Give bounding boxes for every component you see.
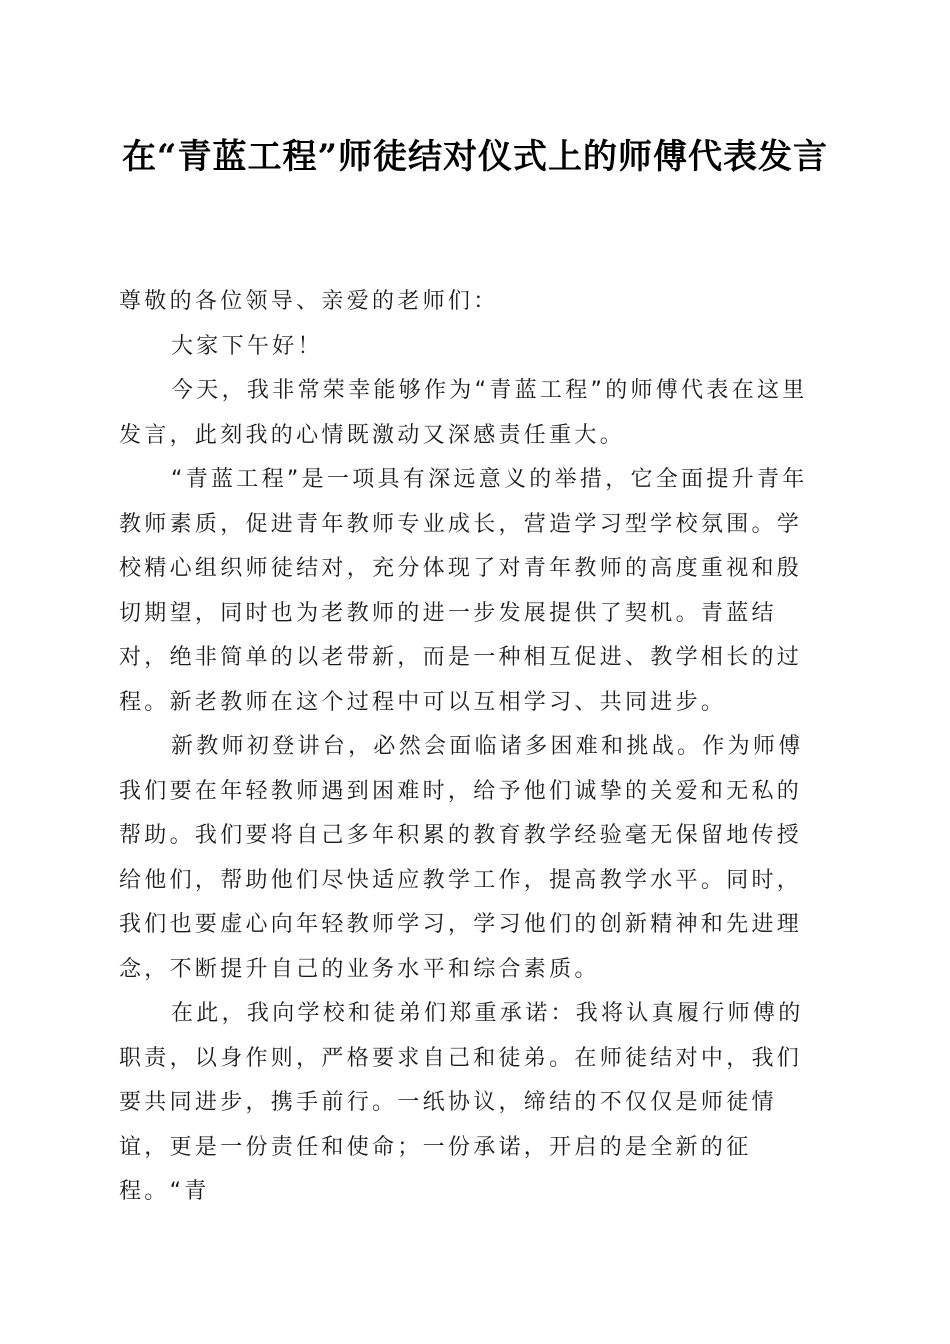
- paragraph-mentor-duties: 新教师初登讲台，必然会面临诸多困难和挑战。作为师傅我们要在年轻教师遇到困难时，给予他们诚挚的关爱和无私的帮助。我们要将自己多年积累的教育教学经验毫无保留地传授给他们，帮助他们尽快适应教学工作，提高教学水平。同时，我们也要虚心向年轻教师学习，学习他们的创新精神和先进理念，不断提升自己的业务水平和综合素质。: [119, 734, 804, 982]
- document-title: 在“青蓝工程”师徒结对仪式上的师傅代表发言: [121, 137, 829, 177]
- paragraph-opening: 今天，我非常荣幸能够作为“青蓝工程”的师傅代表在这里发言，此刻我的心情既激动又深感责任重大。: [119, 378, 808, 448]
- paragraph-greeting: 大家下午好！: [171, 333, 323, 359]
- paragraph-commitment: 在此，我向学校和徒弟们郑重承诺：我将认真履行师傅的职责，以身作则，严格要求自己和徒弟。在师徒结对中，我们要共同进步，携手前行。一纸协议，缔结的不仅仅是师徒情谊，更是一份责任和使命；一份承诺，开启的是全新的征程。“青: [119, 1001, 804, 1204]
- salutation: 尊敬的各位领导、亲爱的老师们：: [119, 289, 499, 314]
- document-body: [119, 280, 827, 1215]
- paragraph-project-significance: “青蓝工程”是一项具有深远意义的举措，它全面提升青年教师素质，促进青年教师专业成长，营造学习型学校氛围。学校精心组织师徒结对，充分体现了对青年教师的高度重视和殷切期望，同时也为老教师的进一步发展提供了契机。青蓝结对，绝非简单的以老带新，而是一种相互促进、教学相长的过程。新老教师在这个过程中可以互相学习、共同进步。: [119, 467, 808, 715]
